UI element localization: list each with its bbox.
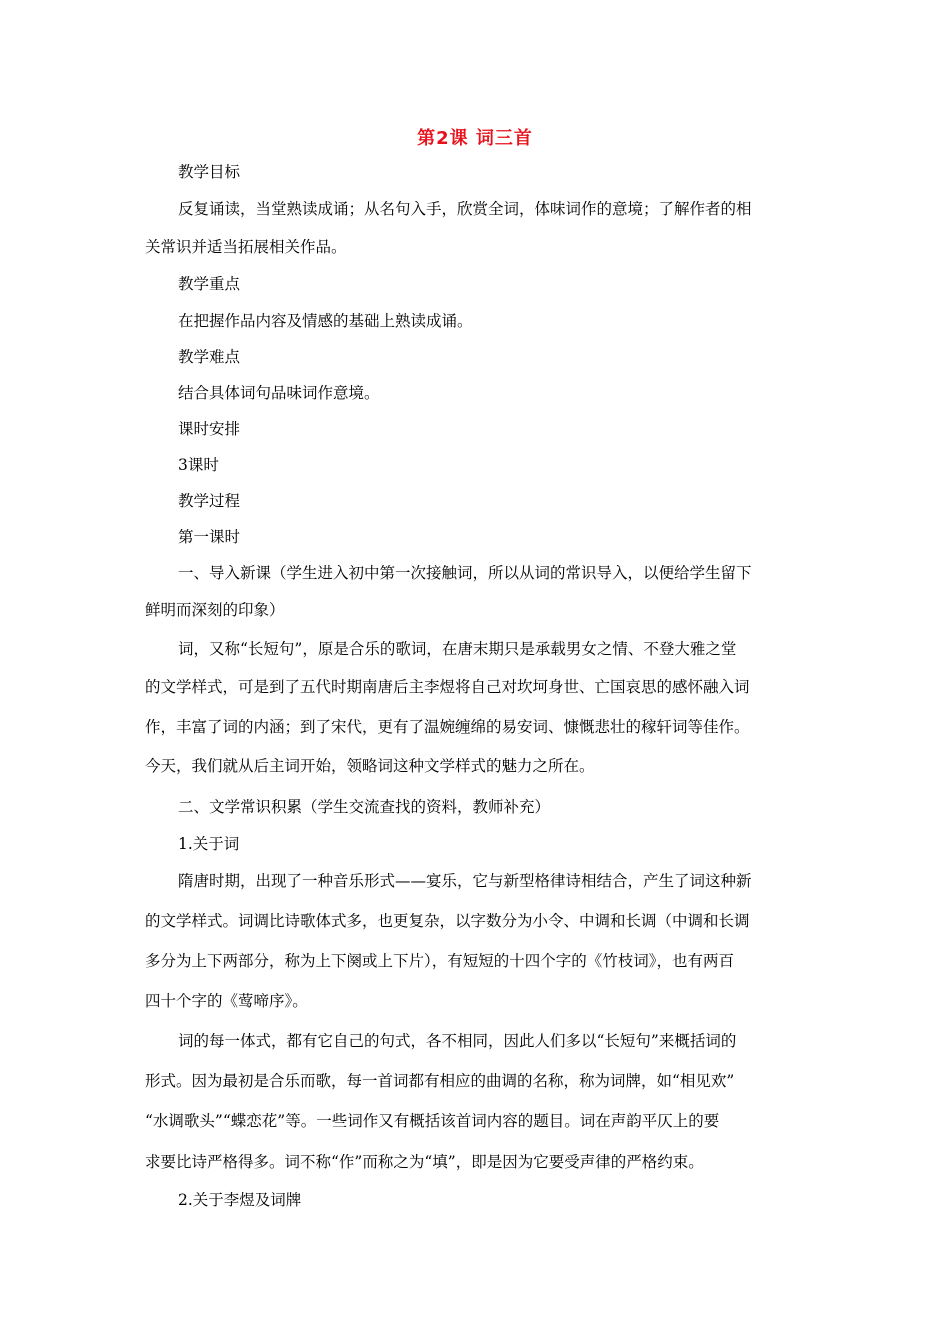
section-heading-knowledge: 二、文学常识积累（学生交流查找的资料，教师补充） [178, 798, 551, 816]
paragraph-line: 求要比诗严格得多。词不称“作”而称之为“填”，即是因为它要受声律的严格约束。 [145, 1153, 704, 1171]
paragraph-line: “水调歌头”“蝶恋花”等。一些词作又有概括该首词内容的题目。词在声韵平仄上的要 [145, 1112, 720, 1130]
heading-schedule: 课时安排 [178, 420, 241, 438]
paragraph-line: 多分为上下两部分，称为上下阕或上下片），有短短的十四个字的《竹枝词》，也有两百 [145, 952, 735, 970]
paragraph-line: 关常识并适当拓展相关作品。 [145, 238, 347, 256]
paragraph-line: 反复诵读，当堂熟读成诵；从名句入手，欣赏全词，体味词作的意境；了解作者的相 [178, 200, 752, 218]
section-heading-intro: 一、导入新课（学生进入初中第一次接触词，所以从词的常识导入，以便给学生留下 [178, 564, 752, 582]
paragraph-line: 3课时 [178, 456, 219, 474]
paragraph-line: 今天，我们就从后主词开始，领略词这种文学样式的魅力之所在。 [145, 757, 595, 775]
paragraph-line: 结合具体词句品味词作意境。 [178, 384, 380, 402]
heading-first-lesson: 第一课时 [178, 528, 241, 546]
paragraph-line: 词，又称“长短句”，原是合乐的歌词，在唐末期只是承载男女之情、不登大雅之堂 [178, 640, 737, 658]
subheading-li-yu: 2.关于李煜及词牌 [178, 1191, 302, 1209]
heading-process: 教学过程 [178, 492, 241, 510]
paragraph-line: 隋唐时期，出现了一种音乐形式——宴乐，它与新型格律诗相结合，产生了词这种新 [178, 872, 752, 890]
paragraph-line: 的文学样式。词调比诗歌体式多，也更复杂，以字数分为小令、中调和长调（中调和长调 [145, 912, 750, 930]
paragraph-line: 作，丰富了词的内涵；到了宋代，更有了温婉缠绵的易安词、慷慨悲壮的稼轩词等佳作。 [145, 718, 750, 736]
heading-teaching-goals: 教学目标 [178, 163, 241, 181]
paragraph-line: 词的每一体式，都有它自己的句式，各不相同，因此人们多以“长短句”来概括词的 [178, 1032, 737, 1050]
paragraph-line: 形式。因为最初是合乐而歌，每一首词都有相应的曲调的名称，称为词牌，如“相见欢” [145, 1072, 735, 1090]
heading-key-points: 教学重点 [178, 275, 241, 293]
heading-difficulties: 教学难点 [178, 348, 241, 366]
paragraph-line: 四十个字的《莺啼序》。 [145, 992, 308, 1010]
paragraph-line: 在把握作品内容及情感的基础上熟读成诵。 [178, 312, 473, 330]
page-title: 第2课 词三首 [417, 128, 533, 149]
subheading-about-ci: 1.关于词 [178, 835, 240, 853]
paragraph-line: 的文学样式，可是到了五代时期南唐后主李煜将自己对坎坷身世、亡国哀思的感怀融入词 [145, 678, 750, 696]
paragraph-line: 鲜明而深刻的印象） [145, 601, 285, 619]
